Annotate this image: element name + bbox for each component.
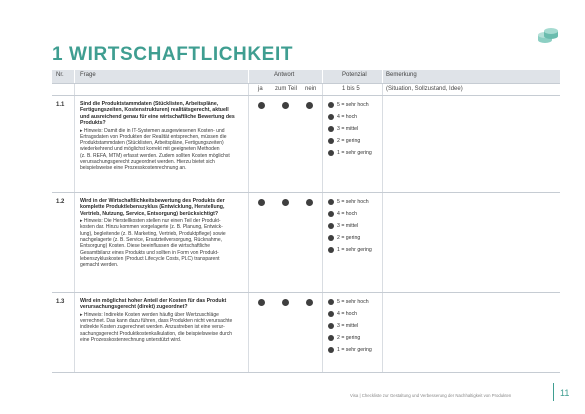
- potential-radio[interactable]: [328, 138, 334, 144]
- question-line: Wird in der Wirtschaftlichkeitsbewertung des Produkts der: [80, 198, 225, 204]
- answer-ja-radio[interactable]: [258, 299, 265, 306]
- question-line: Produkts?: [80, 120, 106, 127]
- hint-line: sachungsgerecht Produktkostenkalkulation, die beispielsweise durch: [80, 330, 233, 337]
- footer-text: Visa | Checkliste zur Gestaltung und Verbesserung der Nachhaltigkeit von Produkten: [350, 393, 512, 398]
- hint-line: wiederkehrend und möglichst korrekt mit geeigneten Methoden: [80, 146, 220, 153]
- row-hint: [80, 312, 244, 343]
- hint-line: indirekte Kosten zugerechnet werden. Anzustreben ist eine verur-: [80, 324, 225, 331]
- hint-line: lebenszykluskosten (Product Lifecycle Costs, PLC) transparent: [80, 255, 220, 262]
- potential-radio[interactable]: [328, 199, 334, 205]
- potential-label: 4 = hoch: [337, 211, 358, 217]
- header-potenzial: Potenzial: [342, 72, 367, 78]
- potential-radio[interactable]: [328, 150, 334, 156]
- answer-nein-radio[interactable]: [306, 199, 313, 206]
- hint-line: nachgelagerte (z. B. Service, Ersatzteilversorgung, Rücknahme,: [80, 237, 223, 244]
- potential-label: 2 = gering: [337, 235, 361, 241]
- hint-line: lung), begleitende (z. B. Marketing, Vertrieb, Produktpflege) sowie: [80, 230, 226, 237]
- potential-radio[interactable]: [328, 102, 334, 108]
- potential-label: 3 = mittel: [337, 223, 359, 229]
- potential-radio[interactable]: [328, 299, 334, 305]
- hint-line: Ertragsdaten von Produkten der Realität entsprechen, müssen die: [80, 133, 227, 140]
- potential-label: 5 = sehr hoch: [337, 102, 369, 108]
- potential-radio[interactable]: [328, 311, 334, 317]
- question-line: komplette Produktlebenszyklus (Entwicklung, Herstellung,: [80, 204, 225, 211]
- row-hint: [80, 128, 244, 172]
- header-frage: Frage: [80, 72, 96, 78]
- subheader-nein: nein: [305, 86, 317, 92]
- potential-radio[interactable]: [328, 211, 334, 217]
- answer-zum-teil-radio[interactable]: [282, 299, 289, 306]
- answer-nein-radio[interactable]: [306, 102, 313, 109]
- header-antwort: Antwort: [274, 72, 295, 78]
- row-number: 1.1: [56, 102, 65, 108]
- question-line: Sind die Produktstammdaten (Stücklisten, Arbeitspläne,: [80, 101, 219, 107]
- row-number: 1.2: [56, 199, 65, 205]
- coins-icon: [536, 24, 560, 48]
- row-question: [80, 298, 244, 311]
- subheader-zum-teil: zum Teil: [275, 86, 297, 92]
- potential-radio[interactable]: [328, 235, 334, 241]
- potential-radio[interactable]: [328, 126, 334, 132]
- hint-line: gemacht werden.: [80, 262, 119, 269]
- potential-label: 1 = sehr gering: [337, 150, 372, 156]
- header-bemerkung: Bemerkung: [386, 72, 417, 78]
- potential-label: 3 = mittel: [337, 126, 359, 132]
- potential-label: 2 = gering: [337, 138, 361, 144]
- question-line: und ausreichend genau für eine wirtschaftliche Bewertung des: [80, 113, 235, 120]
- row-question: [80, 198, 244, 217]
- potential-label: 3 = mittel: [337, 323, 359, 329]
- potential-label: 1 = sehr gering: [337, 247, 372, 253]
- potential-radio[interactable]: [328, 335, 334, 341]
- table-row: [52, 293, 560, 373]
- hint-line: (z. B. REFA, MTM) erfasst werden. Zudem sollten Kosten möglichst: [80, 152, 230, 159]
- table-row: [52, 193, 560, 293]
- table-subheader: [52, 84, 560, 95]
- subheader-ja: ja: [258, 86, 263, 92]
- potential-label: 5 = sehr hoch: [337, 299, 369, 305]
- potential-radio[interactable]: [328, 323, 334, 329]
- potential-radio[interactable]: [328, 114, 334, 120]
- header-nr: Nr.: [56, 72, 64, 78]
- answer-nein-radio[interactable]: [306, 299, 313, 306]
- hint-line: ▸ Hinweis: Indirekte Kosten werden häufig über Wertzuschläge: [80, 311, 219, 318]
- hint-line: ▸ Hinweis: Die Herstellkosten stellen nur einen Teil der Produkt-: [80, 218, 221, 225]
- hint-line: Entsorgung) Kosten. Diese beeinflussen die wirtschaftliche: [80, 243, 211, 250]
- hint-line: Gesamtbilanz eines Produkts und sollten in Form von Produkt-: [80, 249, 219, 256]
- hint-line: ▸ Hinweis: Damit die in IT-Systemen ausgewiesenen Kosten- und: [80, 127, 225, 134]
- answer-zum-teil-radio[interactable]: [282, 102, 289, 109]
- potential-radio[interactable]: [328, 247, 334, 253]
- answer-ja-radio[interactable]: [258, 102, 265, 109]
- potential-label: 5 = sehr hoch: [337, 199, 369, 205]
- subheader-scale: 1 bis 5: [342, 86, 360, 92]
- footer-divider: [553, 383, 554, 401]
- question-line: verursachungsgerecht (direkt) zugeordnet?: [80, 304, 188, 311]
- potential-radio[interactable]: [328, 223, 334, 229]
- answer-ja-radio[interactable]: [258, 199, 265, 206]
- hint-line: verursachungsgerecht zugeordnet werden. Hierzu bietet sich: [80, 159, 215, 166]
- page-title: 1 WIRTSCHAFTLICHKEIT: [52, 44, 294, 65]
- hint-line: eine Prozesskostenrechnung unterstützt wird.: [80, 336, 182, 343]
- potential-label: 1 = sehr gering: [337, 347, 372, 353]
- hint-line: Produktstammdaten (Stücklisten, Arbeitspläne, Fertigungszeiten): [80, 140, 224, 147]
- row-hint: [80, 218, 244, 268]
- question-line: Wird ein möglichst hoher Anteil der Kosten für das Produkt: [80, 298, 227, 304]
- row-question: [80, 101, 244, 127]
- hint-line: beispielsweise eine Prozesskostenrechnung an.: [80, 165, 187, 172]
- question-line: Fertigungszeiten, Kostenstrukturen) realitätsgerecht, aktuell: [80, 107, 229, 114]
- table-header: [52, 70, 560, 83]
- potential-label: 4 = hoch: [337, 311, 358, 317]
- hint-line: kosten dar. Hinzu kommen vorgelagerte (z. B. Planung, Entwick-: [80, 224, 223, 231]
- potential-radio[interactable]: [328, 347, 334, 353]
- potential-label: 4 = hoch: [337, 114, 358, 120]
- potential-label: 2 = gering: [337, 335, 361, 341]
- table-row: [52, 96, 560, 193]
- question-line: Vertrieb, Nutzung, Service, Entsorgung) berücksichtigt?: [80, 210, 219, 217]
- answer-zum-teil-radio[interactable]: [282, 199, 289, 206]
- page-number: 11: [560, 388, 570, 398]
- hint-line: verrechnet. Das kann dazu führen, dass Produkten nicht verursachte: [80, 318, 233, 325]
- row-number: 1.3: [56, 299, 65, 305]
- checklist-table: [52, 70, 560, 373]
- subheader-bemerkung-hint: (Situation, Sollzustand, Idee): [386, 86, 463, 92]
